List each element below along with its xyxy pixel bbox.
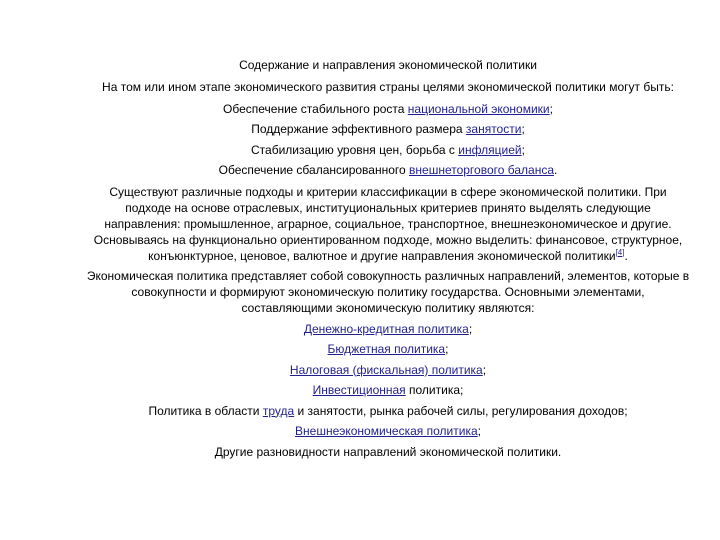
goal-item: Обеспечение стабильного роста национальной экономики; (223, 101, 553, 116)
goal-item: Стабилизацию уровня цен, борьба с инфляцией; (251, 142, 525, 157)
element-item: Политика в области труда и занятости, рынка рабочей силы, регулирования доходов; (148, 403, 628, 418)
link-tax-policy[interactable]: Налоговая (фискальная) политика (289, 362, 483, 377)
goal-item: Обеспечение сбалансированного внешнеторгового баланса. (218, 163, 558, 177)
link-labor[interactable]: труда (262, 403, 295, 418)
content (86, 55, 690, 462)
elements-intro: Экономическая политика представляет собой совокупность различных направлений, элементов, которые в совокупности и формируют экономическую политику государства. Основными элементами, составляющими экономическую политику являются: (86, 268, 690, 315)
element-item: Налоговая (фискальная) политика; (289, 362, 487, 377)
link-investment[interactable]: Инвестиционная (312, 383, 406, 397)
link-foreign-economic-policy[interactable]: Внешнеэкономическая политика (295, 424, 478, 438)
approaches-paragraph: Существуют различные подходы и критерии классификации в сфере экономической политики. При подходе на основе отраслевых, институциональных критериев принято выделять следующие направления: промышленное, аграрное, социальное, транспортное, внешнеэкономическое и другие. Основываясь на функционально ориентированном подходе, можно выделить: финансовое, структурное, конъюнктурное, ценовое, валютное и другие направления экономической политики[4]. (93, 184, 683, 263)
reference-link[interactable]: [4] (615, 247, 625, 257)
goal-item: Поддержание эффективного размера занятости; (251, 122, 525, 136)
link-trade-balance[interactable]: внешнеторгового баланса (409, 163, 554, 177)
element-item: Денежно-кредитная политика; (303, 321, 473, 336)
element-item: Бюджетная политика; (327, 342, 449, 356)
link-employment[interactable]: занятости (465, 122, 522, 136)
element-item: Внешнеэкономическая политика; (295, 424, 481, 438)
slide-title: Содержание и направления экономической политики (239, 58, 537, 72)
link-inflation[interactable]: инфляцией (458, 142, 522, 157)
link-budget-policy[interactable]: Бюджетная политика (327, 342, 446, 356)
goals-intro: На том или ином этапе экономического развития страны целями экономической политики могут быть: (102, 79, 674, 94)
element-item: Инвестиционная политика; (312, 383, 464, 397)
link-monetary-policy[interactable]: Денежно-кредитная политика (303, 321, 469, 336)
element-item: Другие разновидности направлений экономической политики. (214, 444, 562, 459)
link-national-economy[interactable]: национальной экономики (407, 101, 550, 116)
